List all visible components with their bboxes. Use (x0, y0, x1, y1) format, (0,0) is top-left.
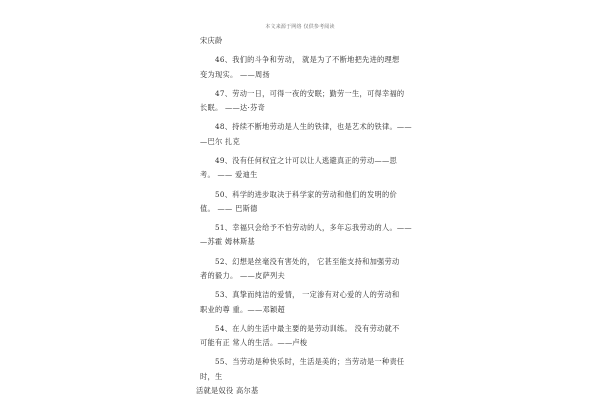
text-line: 考。 —— 爱迪生 (200, 170, 258, 180)
text-line: 职业的尊 重。——邓颖超 (200, 304, 285, 314)
text-line: 52、幻想是丝毫没有害处的， 它甚至能支持和加强劳动 (200, 256, 400, 266)
text-line: 值。 —— 巴斯德 (200, 203, 258, 213)
header-note: 本文来源于网络 仅供参考阅读 (265, 24, 335, 30)
quote-content (196, 34, 412, 399)
text-line: 54、在人的生活中最主要的是劳动训练。 没有劳动就不 (200, 323, 400, 333)
text-line: 可能有正 常人的生活。——卢梭 (200, 338, 308, 348)
text-line: 48、持续不断地劳动是人生的铁律，也是艺术的铁律。—— (200, 122, 412, 132)
text-line: 49、没有任何权宜之计可以让人逃避真正的劳动——思 (200, 155, 397, 165)
text-line: 50、科学的进步取决于科学家的劳动和他们的发明的价 (200, 189, 397, 199)
text-line: 者的毅力。 ——皮萨列夫 (200, 271, 285, 281)
text-line: 46、我们的斗争和劳动， 就是为了不断地把先进的理想 (200, 55, 400, 65)
text-line: —苏霍 姆林斯基 (200, 237, 255, 247)
text-line: 47、劳动一日，可得一夜的安眠；勤劳一生，可得幸福的 (200, 88, 405, 98)
text-line: 活就是奴役 高尔基 (196, 386, 259, 396)
text-line: 时，生 (200, 371, 223, 381)
text-line: 55、当劳动是种快乐时，生活是美的；当劳动是一种责任 (200, 357, 405, 367)
text-line: 53、真挚而纯洁的爱情， 一定渗有对心爱的人的劳动和 (200, 290, 400, 300)
text-line: 长眠。 ——达·芬奇 (200, 103, 266, 113)
text-line: 变为现实。 ——周扬 (200, 69, 270, 79)
text-line: 宋庆龄 (200, 36, 223, 45)
text-line: —巴尔 扎克 (200, 136, 241, 146)
text-line: 51、幸福只会给予不怕劳动的人，多年忘我劳动的人。—— (200, 223, 412, 233)
